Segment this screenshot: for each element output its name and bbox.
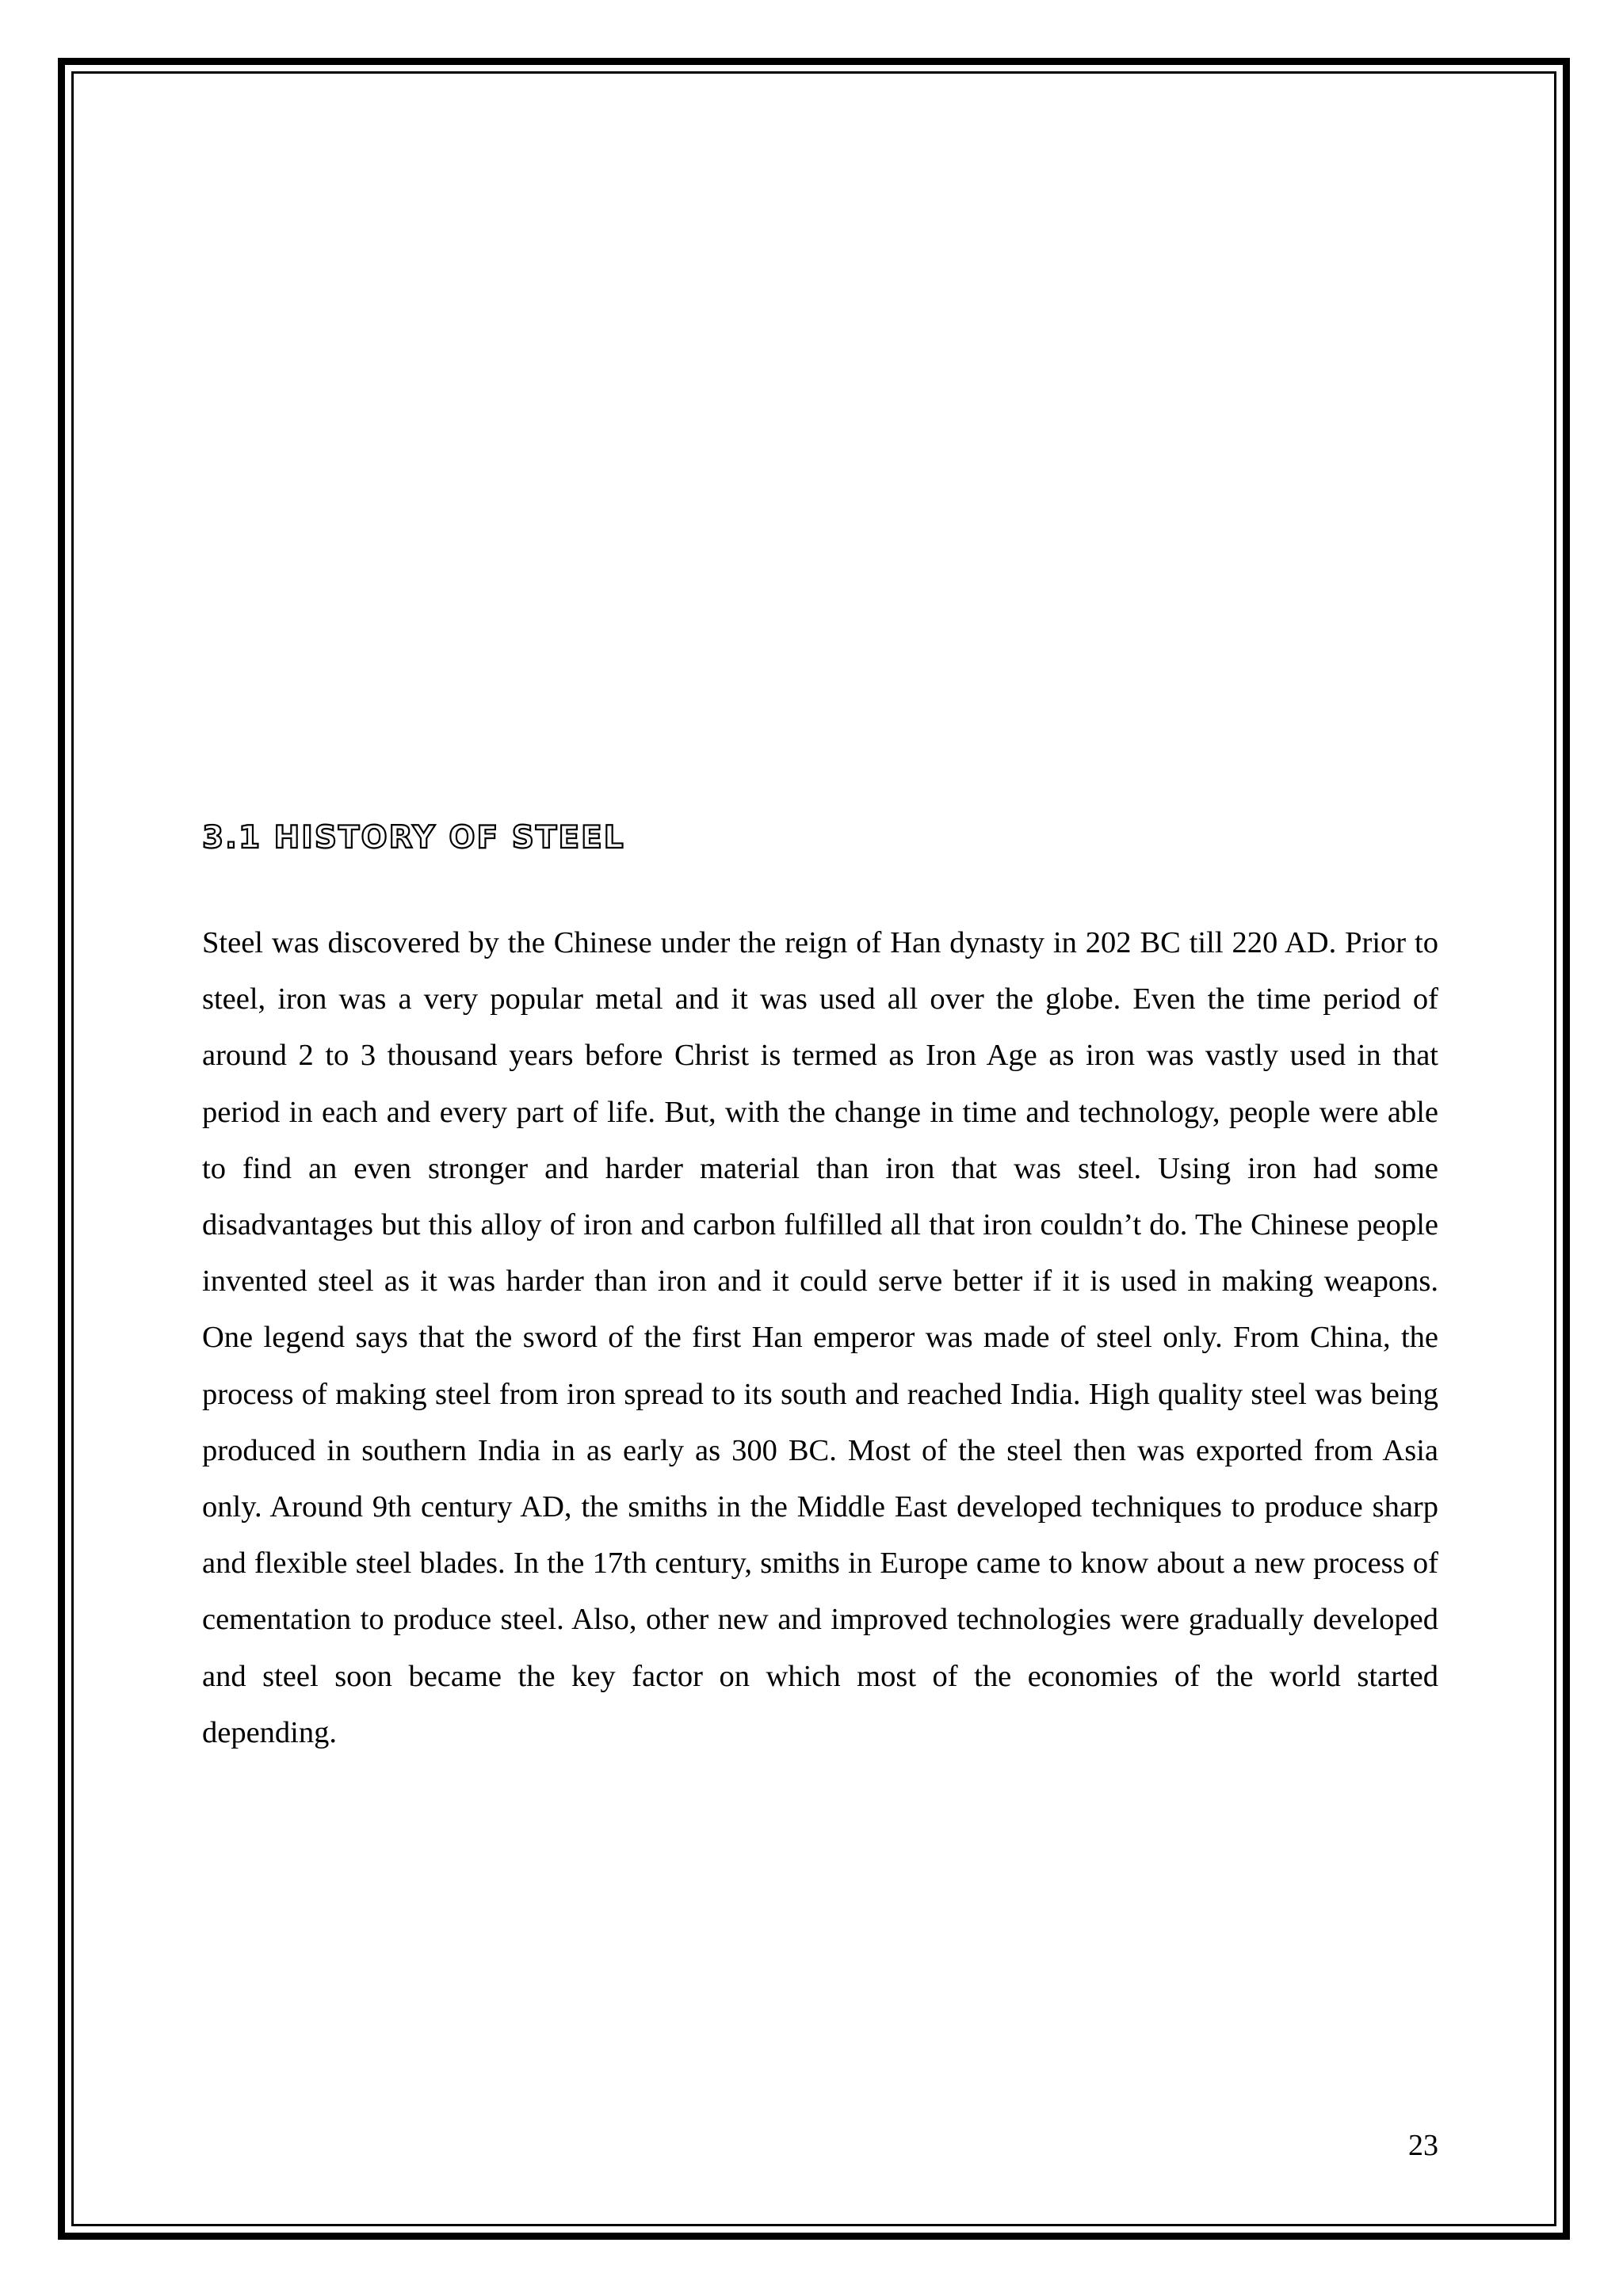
section-heading: 3.1 HISTORY OF STEEL — [202, 820, 625, 856]
section-body-paragraph: Steel was discovered by the Chinese under the reign of Han dynasty in 202 BC till 220 AD. Prior to steel, iron was a very popular metal and it was used all over the globe. Even the time period of around 2 to 3 thousand years before Christ is termed as Iron Age as iron was vastly used in that period in each and every part of life. But, with the change in time and technology, people were able to find an even stronger and harder material than iron that was steel. Using iron had some disadvantages but this alloy of iron and carbon fulfilled all that iron couldn’t do. The Chinese people invented steel as it was harder than iron and it could serve better if it is used in making weapons. One legend says that the sword of the first Han emperor was made of steel only. From China, the process of making steel from iron spread to its south and reached India. High quality steel was being produced in southern India in as early as 300 BC. Most of the steel then was exported from Asia only. Around 9th century AD, the smiths in the Middle East developed techniques to produce sharp and flexible steel blades. In the 17th century, smiths in Europe came to know about a new process of cementation to produce steel. Also, other new and improved technologies were gradually developed and steel soon became the key factor on which most of the economies of the world started depending. — [202, 926, 1438, 1749]
page-number: 23 — [1408, 2129, 1438, 2162]
